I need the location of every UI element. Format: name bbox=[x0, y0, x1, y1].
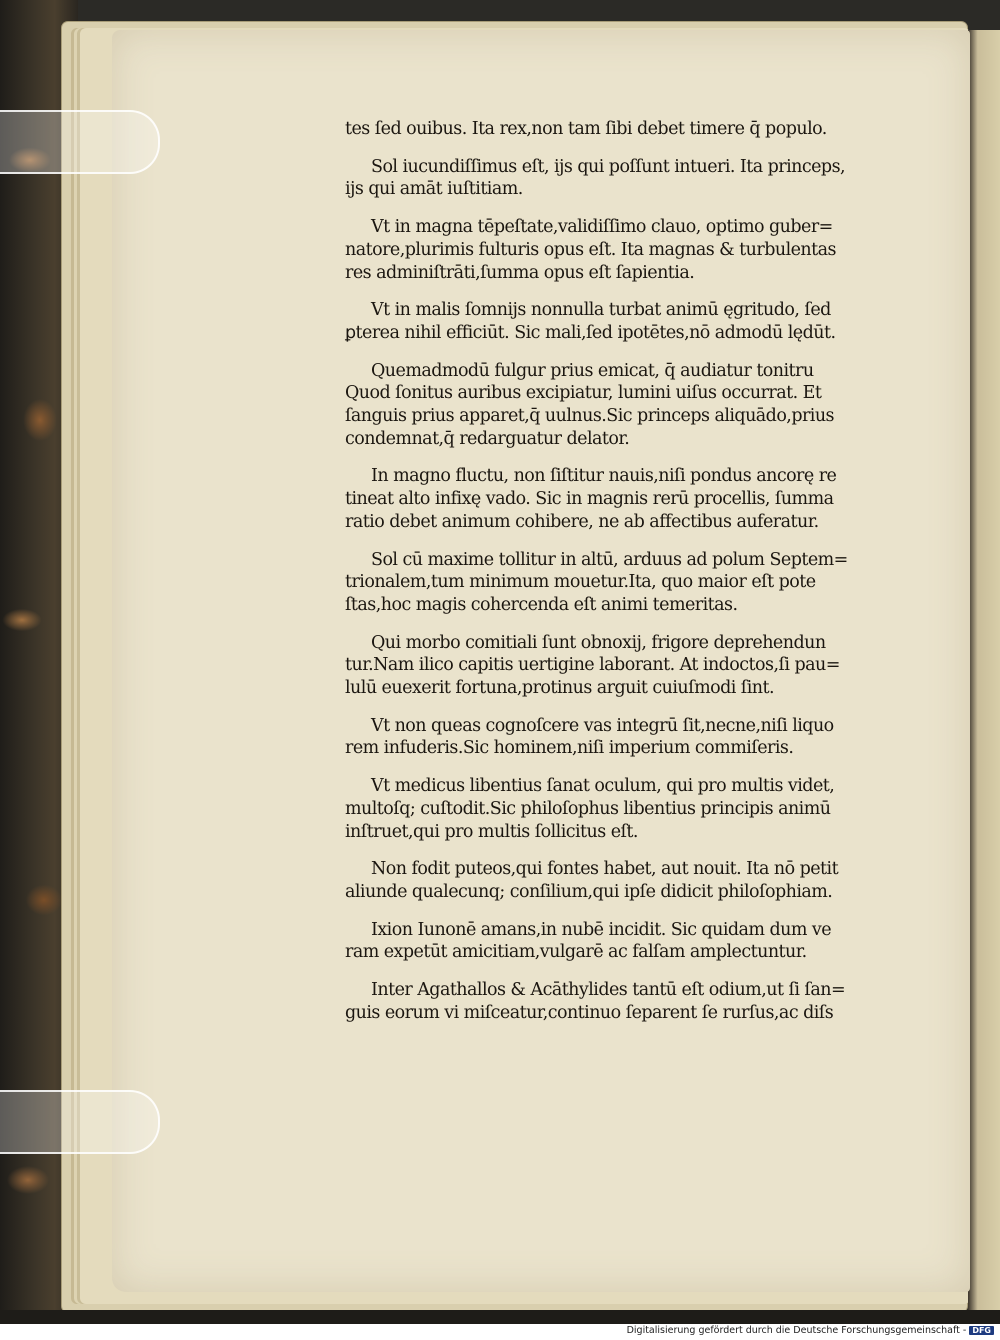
dfg-logo: DFG bbox=[969, 1326, 994, 1335]
paragraph bbox=[345, 715, 945, 760]
text-line: tes ſed ouibus. Ita rex,non tam ſibi debet timere q̄ populo. bbox=[345, 119, 827, 139]
text-line: condemnat,q̄ redarguatur delator. bbox=[345, 428, 630, 449]
paragraph bbox=[345, 465, 945, 533]
paragraph bbox=[345, 549, 945, 617]
text-line: guis eorum vi miſceatur,continuo ſeparent ſe rurſus,ac diſs bbox=[345, 1002, 834, 1023]
text-line: ſtas,hoc magis cohercenda eſt animi temeritas. bbox=[345, 594, 738, 615]
paragraph bbox=[345, 775, 945, 843]
text-line: Inter Agathallos & Acāthylides tantū eſt odium,ut ſi ſan= bbox=[371, 980, 846, 1001]
text-line: aliunde qualecunq; conſilium,qui ipſe didicit philoſophiam. bbox=[345, 881, 833, 902]
text-line: multoſq; cuſtodit.Sic philoſophus libentius principis animū bbox=[345, 798, 831, 819]
text-line: Non fodit puteos,qui fontes habet, aut nouit. Ita nō petit bbox=[371, 859, 839, 880]
text-line: Quemadmodū fulgur prius emicat, q̄ audiatur tonitru bbox=[371, 360, 814, 381]
plastic-page-clip-top bbox=[0, 110, 160, 174]
text-line: res adminiſtrāti,ſumma opus eſt ſapientia. bbox=[345, 262, 695, 283]
funding-credit-text: Digitalisierung gefördert durch die Deutsche Forschungsgemeinschaft - bbox=[626, 1325, 967, 1336]
text-line: ſanguis prius apparet,q̄ uulnus.Sic princeps aliquādo,prius bbox=[345, 406, 834, 427]
text-line: In magno fluctu, non ſiſtitur nauis,niſi pondus ancorę re bbox=[371, 466, 837, 487]
text-line: Vt in magna tēpeſtate,validiſſimo clauo, optimo guber= bbox=[371, 217, 833, 238]
plastic-page-clip-bottom bbox=[0, 1090, 160, 1154]
text-line: Quod ſonitus auribus excipiatur, lumini uiſus occurrat. Et bbox=[345, 383, 822, 404]
paragraph bbox=[345, 156, 945, 201]
text-line: Vt non queas cognoſcere vas integrū ſit,necne,niſi liquo bbox=[371, 715, 834, 736]
paragraph bbox=[345, 360, 945, 451]
text-line: tineat alto infixę vado. Sic in magnis rerū procellis, ſumma bbox=[345, 489, 834, 510]
text-line: ijs qui amāt iuſtitiam. bbox=[345, 179, 523, 200]
paragraph bbox=[345, 979, 945, 1024]
text-line: Ixion Iunonē amans,in nubē incidit. Sic quidam dum ve bbox=[371, 919, 832, 940]
text-line: Qui morbo comitiali ſunt obnoxij, frigore deprehendun bbox=[371, 632, 826, 653]
funding-credit bbox=[627, 1325, 994, 1336]
printed-text-block bbox=[345, 118, 945, 1040]
text-line: Sol iucundiſſimus eſt, ijs qui poſſunt intueri. Ita princeps, bbox=[371, 156, 846, 177]
paragraph bbox=[345, 919, 945, 964]
paragraph bbox=[345, 858, 945, 903]
facing-page-edge bbox=[968, 30, 1000, 1310]
text-line: Vt in malis ſomnijs nonnulla turbat animū ęgritudo, ſed bbox=[371, 300, 831, 321]
text-line: trionalem,tum minimum mouetur.Ita, quo maior eſt pote bbox=[345, 572, 816, 593]
paragraph bbox=[345, 118, 945, 141]
text-line: rem infuderis.Sic hominem,niſi imperium commiſeris. bbox=[345, 738, 794, 759]
text-line: inſtruet,qui pro multis ſollicitus eſt. bbox=[345, 821, 638, 842]
text-line: lulū euexerit fortuna,protinus arguit cuiuſmodi ſint. bbox=[345, 678, 774, 699]
text-line: ꝑterea nihil efficiūt. Sic mali,ſed ipotētes,nō admodū lędūt. bbox=[345, 322, 836, 343]
text-line: natore,plurimis fulturis opus eſt. Ita magnas & turbulentas bbox=[345, 239, 836, 260]
text-line: ratio debet animum cohibere, ne ab affectibus auferatur. bbox=[345, 511, 819, 532]
paragraph bbox=[345, 632, 945, 700]
text-line: Sol cū maxime tollitur in altū, arduus ad polum Septem= bbox=[371, 549, 848, 570]
paragraph bbox=[345, 299, 945, 344]
scan-bottom-margin bbox=[0, 1310, 1000, 1324]
text-line: ram expetūt amicitiam,vulgarē ac falſam amplectuntur. bbox=[345, 942, 807, 963]
text-line: tur.Nam ilico capitis uertigine laborant. At indoctos,ſi pau= bbox=[345, 655, 840, 676]
text-line: Vt medicus libentius ſanat oculum, qui pro multis videt, bbox=[371, 776, 835, 797]
paragraph bbox=[345, 216, 945, 284]
